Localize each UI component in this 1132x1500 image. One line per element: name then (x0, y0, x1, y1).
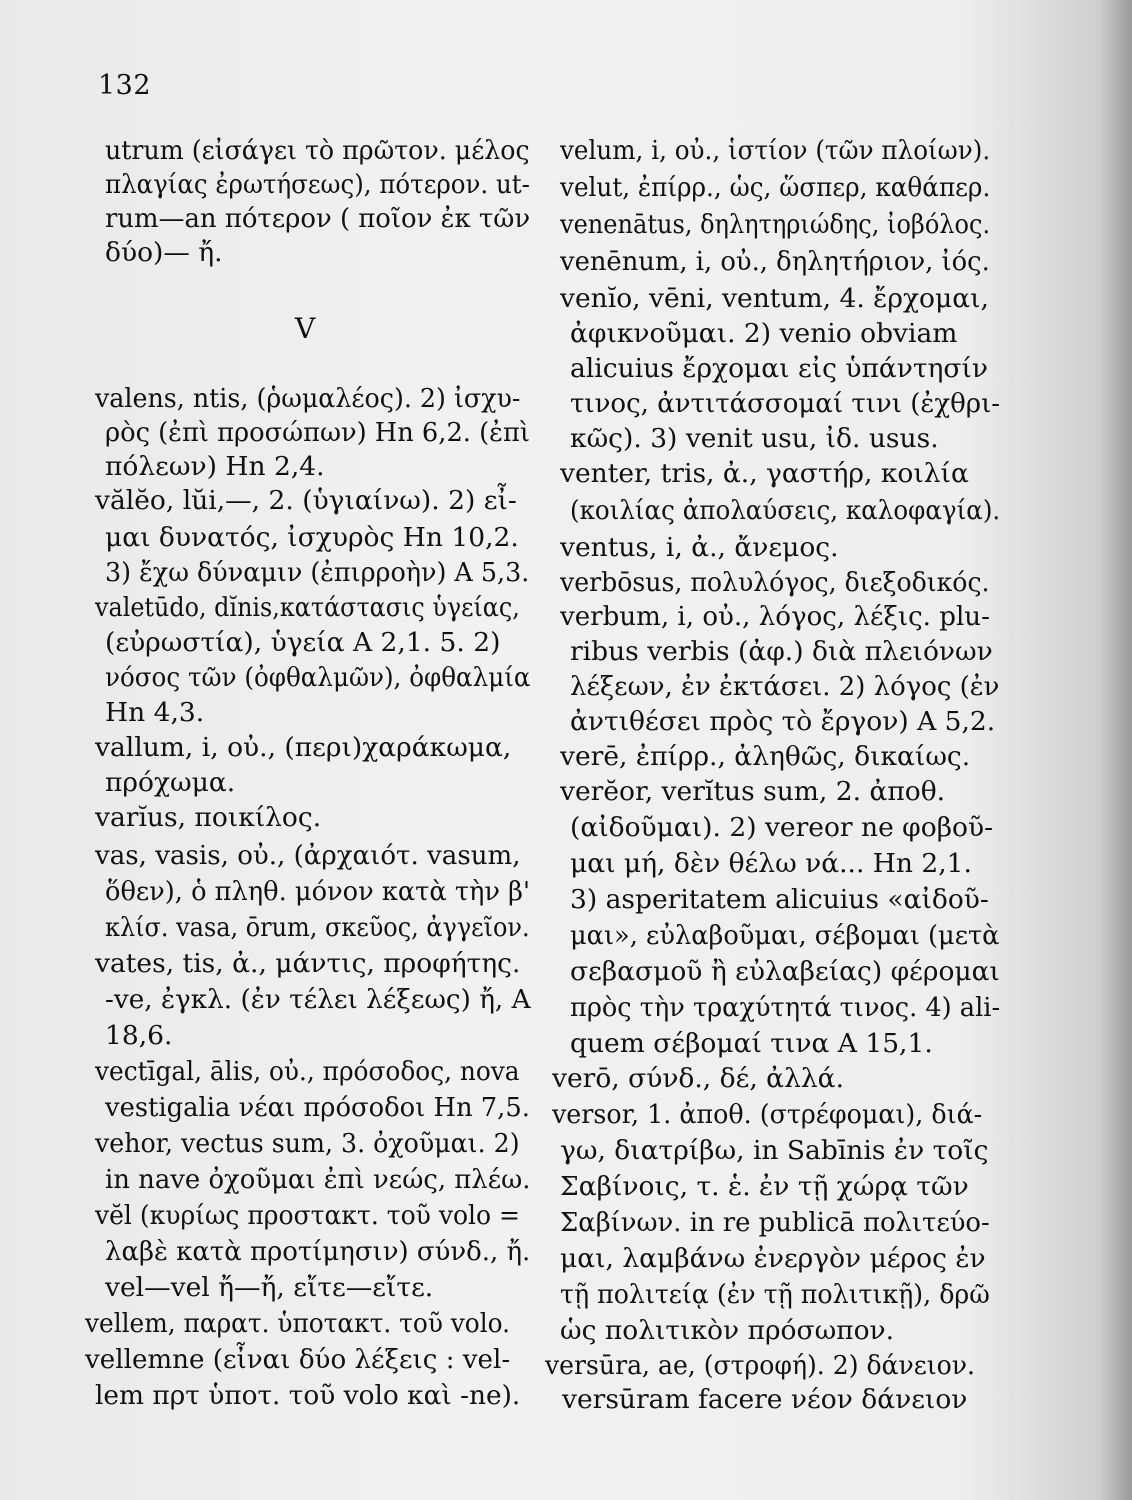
left-line: 18,6. (105, 1020, 173, 1051)
right-line: ventus, i, ἀ., ἄνεμος. (560, 532, 839, 563)
section-heading: V (295, 312, 316, 345)
left-line: δύο)— ἤ. (105, 237, 223, 268)
right-line: verō, σύνδ., δέ, ἀλλά. (552, 1063, 844, 1094)
left-line: ὅθεν), ὁ πληθ. μόνον κατὰ τὴν β' (105, 876, 531, 907)
right-line: quem σέβομαί τινα A 15,1. (570, 1028, 933, 1059)
left-line: vectīgal, ālis, οὐ., πρόσοδος, nova (95, 1056, 520, 1087)
left-line: utrum (εἰσάγει τὸ πρῶτον. μέλος (105, 135, 530, 166)
left-line: 3) ἔχω δύναμιν (ἐπιρροὴν) A 5,3. (105, 557, 530, 588)
left-line: vas, vasis, οὐ., (ἀρχαιότ. vasum, (95, 840, 521, 871)
left-line: νόσος τῶν (ὀφθαλμῶν), ὀφθαλμία (105, 662, 531, 693)
right-line: Σαβίνοις, τ. ἑ. ἐν τῇ χώρᾳ τῶν (560, 1171, 969, 1202)
left-line: rum—an πότερον ( ποῖον ἐκ τῶν (105, 203, 531, 234)
left-line: μαι δυνατός, ἰσχυρὸς Hn 10,2. (105, 522, 519, 553)
left-line: lem πρτ ὑποτ. τοῦ volo καὶ -ne). (95, 1380, 521, 1411)
right-line: ὡς πολιτικὸν πρόσωπον. (560, 1315, 895, 1346)
right-line: τινος, ἀντιτάσσομαί τινι (ἐχθρι- (570, 388, 1001, 419)
right-line: verē, ἐπίρρ., ἀληθῶς, δικαίως. (560, 741, 971, 772)
right-line: μαι», εὐλαβοῦμαι, σέβομαι (μετὰ (570, 920, 1000, 951)
page-number: 132 (98, 70, 152, 101)
right-line: velut, ἐπίρρ., ὡς, ὥσπερ, καθάπερ. (560, 172, 991, 203)
left-line: vălĕo, lŭi,—, 2. (ὑγιαίνω). 2) εἶ- (95, 485, 517, 516)
right-line: venenātus, δηλητηριώδης, ἰοβόλος. (560, 209, 991, 240)
right-line: venter, tris, ἀ., γαστήρ, κοιλία (560, 458, 969, 489)
right-line: versūram facere νέον δάνειον (562, 1384, 968, 1415)
left-line: varĭus, ποικίλος. (95, 802, 322, 833)
right-line: alicuius ἔρχομαι εἰς ὑπάντησίν (570, 353, 989, 384)
right-line: (κοιλίας ἀπολαύσεις, καλοφαγία). (570, 495, 1001, 526)
right-line: σεβασμοῦ ἢ εὐλαβείας) φέρομαι (570, 956, 1000, 987)
left-line: valetūdo, dĭnis,κατάστασις ὑγείας, (95, 592, 520, 623)
left-line: Hn 4,3. (105, 697, 205, 728)
right-line: πρὸς τὴν τραχύτητά τινος. 4) ali- (570, 992, 1001, 1023)
left-line: vallum, i, οὐ., (περι)χαράκωμα, (95, 732, 512, 763)
left-line: vestigalia νέαι πρόσοδοι Hn 7,5. (105, 1092, 530, 1123)
right-line: ἀφικνοῦμαι. 2) venio obviam (570, 318, 958, 349)
left-line: (εὐρωστία), ὑγεία A 2,1. 5. 2) (105, 627, 501, 658)
left-line: vel—vel ἤ—ἤ, εἴτε—εἴτε. (105, 1272, 434, 1303)
left-line: πόλεων) Hn 2,4. (105, 451, 325, 482)
left-line: ρὸς (ἐπὶ προσώπων) Hn 6,2. (ἐπὶ (105, 417, 530, 448)
left-line: vehor, vectus sum, 3. ὀχοῦμαι. 2) (95, 1128, 520, 1159)
left-line: in nave ὀχοῦμαι ἐπὶ νεώς, πλέω. (105, 1164, 531, 1195)
right-line: venĭo, vēni, ventum, 4. ἔρχομαι, (560, 283, 989, 314)
right-line: ribus verbis (ἀφ.) διὰ πλειόνων (570, 636, 993, 667)
left-line: vates, tis, ἀ., μάντις, προφήτης. (95, 948, 521, 979)
left-line: -ve, ἐγκλ. (ἐν τέλει λέξεως) ἤ, A (105, 984, 531, 1015)
right-line: (αἰδοῦμαι). 2) vereor ne φοβοῦ- (570, 812, 994, 843)
right-line: verbum, i, οὐ., λόγος, λέξις. plu- (560, 601, 990, 632)
right-line: κῶς). 3) venit usu, ἰδ. usus. (570, 423, 939, 454)
left-line: vellemne (εἶναι δύο λέξεις : vel- (85, 1344, 511, 1375)
right-line: 3) asperitatem alicuius «αἰδοῦ- (570, 884, 989, 915)
right-line: versor, 1. ἀποθ. (στρέφομαι), διά- (552, 1099, 983, 1130)
left-line: κλίσ. vasa, ōrum, σκεῦος, ἀγγεῖον. (105, 912, 530, 943)
left-line: πλαγίας ἐρωτήσεως), πότερον. ut- (105, 169, 530, 200)
right-line: γω, διατρίβω, in Sabīnis ἐν τοῖς (560, 1135, 989, 1166)
right-line: μαι, λαμβάνω ἐνεργὸν μέρος ἐν (560, 1243, 986, 1274)
right-line: λέξεων, ἐν ἐκτάσει. 2) λόγος (ἐν (570, 671, 1000, 702)
left-line: vĕl (κυρίως προστακτ. τοῦ volo = (95, 1200, 520, 1231)
right-line: venēnum, i, οὐ., δηλητήριον, ἰός. (560, 246, 990, 277)
right-line: versūra, ae, (στροφή). 2) δάνειον. (545, 1350, 975, 1381)
left-line: valens, ntis, (ῥωμαλέος). 2) ἰσχυ- (95, 383, 521, 414)
right-line: verĕor, verĭtus sum, 2. ἀποθ. (560, 776, 946, 807)
right-line: τῇ πολιτείᾳ (ἐν τῇ πολιτικῇ), δρῶ (560, 1279, 990, 1310)
left-line: πρόχωμα. (105, 767, 236, 798)
right-line: μαι μή, δὲν θέλω νά... Hn 2,1. (570, 848, 972, 879)
left-line: λαβὲ κατὰ προτίμησιν) σύνδ., ἤ. (105, 1236, 531, 1267)
right-line: velum, i, οὐ., ἱστίον (τῶν πλοίων). (560, 135, 991, 166)
right-line: verbōsus, πολυλόγος, διεξοδικός. (560, 567, 990, 598)
right-line: ἀντιθέσει πρὸς τὸ ἔργον) A 5,2. (570, 706, 996, 737)
left-line: vellem, παρατ. ὑποτακτ. τοῦ volo. (85, 1308, 511, 1339)
right-line: Σαβίνων. in re publicā πολιτεύο- (560, 1207, 990, 1238)
